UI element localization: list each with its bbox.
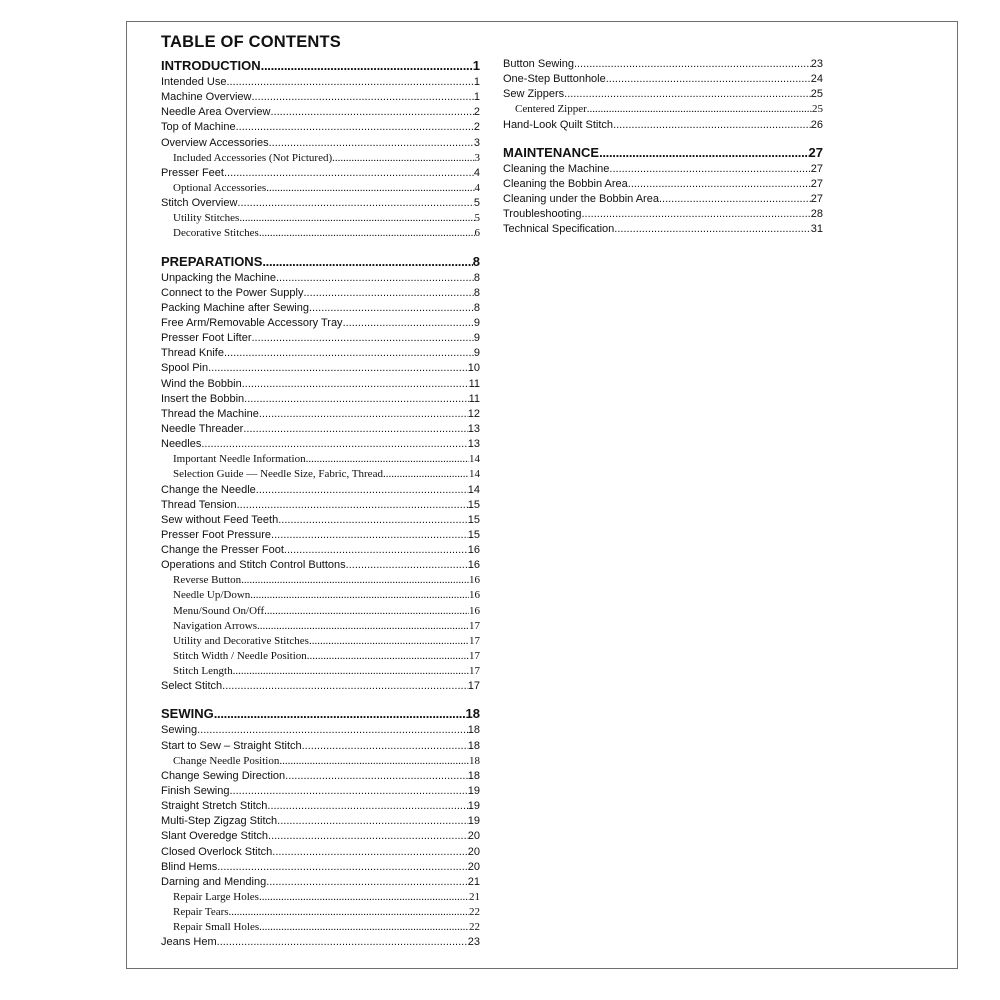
toc-page-number: 20 [467,830,480,843]
toc-page-number: 2 [473,106,480,119]
toc-label: Machine Overview [161,91,252,104]
dot-leader [599,144,808,162]
toc-subentry [161,467,480,482]
toc-entry [161,528,480,543]
toc-entry [161,105,480,120]
toc-entry [161,301,480,316]
toc-page-number: 18 [467,769,480,782]
dot-leader [278,513,468,528]
toc-entry [161,75,480,90]
toc-page-number: 18 [465,706,480,722]
dot-leader [303,286,473,301]
toc-label: Centered Zipper [515,103,587,116]
toc-label: Hand-Look Quilt Stitch [503,118,614,131]
dot-leader [242,377,469,392]
toc-entry [161,814,480,829]
dot-leader [277,814,468,829]
toc-entry [161,90,480,105]
dot-leader [279,754,469,769]
toc-section-continued [503,57,823,133]
toc-page-number: 17 [469,665,480,678]
toc-label: Overview Accessories [161,136,269,149]
toc-label: Insert the Bobbin [161,392,245,405]
toc-page-number: 9 [473,332,480,345]
dot-leader [309,301,474,316]
toc-page-number: 15 [467,528,480,541]
toc-label: Cleaning under the Bobbin Area [503,192,659,205]
toc-page-number: 19 [467,785,480,798]
toc-page-number: 27 [810,192,823,205]
toc-page-number: 16 [467,559,480,572]
toc-label: Stitch Width / Needle Position [173,650,307,663]
toc-page-number: 9 [473,347,480,360]
toc-label: Needles [161,438,202,451]
toc-label: Top of Machine [161,121,236,134]
toc-page-number: 17 [469,634,480,647]
dot-leader [241,573,469,588]
toc-page-number: 16 [469,574,480,587]
toc-page-number: 19 [467,815,480,828]
toc-label: Multi-Step Zigzag Stitch [161,815,278,828]
toc-page-number: 25 [812,103,823,116]
toc-entry [161,739,480,754]
dot-leader [302,739,468,754]
toc-entry [161,935,480,950]
dot-leader [276,271,474,286]
toc-page-number: 14 [469,453,480,466]
toc-page-number: 12 [467,407,480,420]
dot-leader [259,226,475,241]
toc-page-number: 27 [808,144,823,160]
toc-entry [161,543,480,558]
dot-leader [285,769,468,784]
dot-leader [259,920,469,935]
toc-label: Spool Pin [161,362,209,375]
toc-subentry [161,589,480,604]
dot-leader [226,75,473,90]
toc-entry [161,679,480,694]
toc-page-number: 17 [467,680,480,693]
toc-label: Jeans Hem [161,936,217,949]
toc-entry [161,316,480,331]
toc-page-number: 21 [467,875,480,888]
toc-page-number: 1 [473,91,480,104]
dot-leader [346,558,468,573]
toc-page-number: 8 [473,286,480,299]
dot-leader [244,392,468,407]
dot-leader [201,437,467,452]
toc-label: Packing Machine after Sewing [161,301,309,314]
toc-label: Utility and Decorative Stitches [173,634,309,647]
dot-leader [284,543,468,558]
dot-leader [267,799,467,814]
dot-leader [217,860,468,875]
toc-page-number: 3 [474,151,480,164]
dot-leader [236,120,474,135]
toc-label: Sew without Feed Teeth [161,513,279,526]
toc-page-number: 4 [474,181,480,194]
toc-entry [503,162,823,177]
toc-label: Start to Sew – Straight Stitch [161,739,302,752]
toc-label: Included Accessories (Not Pictured) [173,151,333,164]
toc-column-right [503,57,823,237]
toc-entry [503,222,823,237]
toc-section-sewing [161,705,480,950]
toc-page-number: 13 [467,422,480,435]
dot-leader [224,166,474,181]
toc-label: Sew Zippers [503,88,565,101]
toc-entry [161,361,480,376]
toc-label: PREPARATIONS [161,253,263,269]
toc-section-preparations [161,253,480,695]
toc-entry [161,286,480,301]
toc-label: Blind Hems [161,860,218,873]
dot-leader [587,102,812,117]
toc-entry [161,331,480,346]
toc-page-number: 8 [472,253,480,269]
toc-label: Button Sewing [503,57,574,70]
toc-page-number: 15 [467,498,480,511]
toc-label: Finish Sewing [161,785,230,798]
dot-leader [251,331,473,346]
toc-label: Closed Overlock Stitch [161,845,273,858]
dot-leader [229,784,467,799]
toc-entry [161,875,480,890]
dot-leader [574,57,811,72]
dot-leader [332,151,474,166]
toc-entry [503,118,823,133]
toc-page-number: 3 [473,136,480,149]
dot-leader [613,118,811,133]
toc-entry [161,407,480,422]
toc-entry [161,166,480,181]
toc-label: Intended Use [161,75,227,88]
dot-leader [197,723,468,738]
dot-leader [217,935,468,950]
page-title: TABLE OF CONTENTS [161,33,342,51]
toc-label: Decorative Stitches [173,227,259,240]
dot-leader [272,845,467,860]
toc-label: Repair Small Holes [173,921,260,934]
dot-leader [261,57,473,75]
toc-subentry [161,151,480,166]
dot-leader [208,361,468,376]
toc-entry [161,196,480,211]
toc-entry [161,513,480,528]
toc-page-number: 2 [473,121,480,134]
toc-entry [161,784,480,799]
dot-leader [237,498,468,513]
toc-page-number: 22 [469,921,480,934]
toc-page-number: 21 [469,891,480,904]
toc-label: Needle Up/Down [173,589,251,602]
toc-label: Presser Foot Lifter [161,332,252,345]
toc-label: Cleaning the Bobbin Area [503,177,628,190]
dot-leader [266,181,474,196]
toc-subentry [161,452,480,467]
toc-page-number: 16 [469,604,480,617]
toc-page-number: 10 [467,362,480,375]
dot-leader [268,829,468,844]
toc-label: Slant Overedge Stitch [161,830,269,843]
toc-page-number: 1 [472,58,480,73]
toc-entry [161,860,480,875]
toc-label: Change the Presser Foot [161,544,284,557]
toc-entry [503,192,823,207]
dot-leader [606,72,811,87]
toc-subentry [161,754,480,769]
toc-entry [503,177,823,192]
toc-page-number: 18 [467,739,480,752]
toc-entry [161,558,480,573]
toc-label: Operations and Stitch Control Buttons [161,559,346,572]
dot-leader [309,634,469,649]
toc-label: MAINTENANCE [503,144,600,160]
toc-entry [161,392,480,407]
toc-page-number: 23 [810,57,823,70]
toc-label: Change the Needle [161,483,256,496]
dot-leader [307,649,469,664]
toc-page-number: 25 [810,88,823,101]
toc-page-number: 17 [469,619,480,632]
toc-entry [503,207,823,222]
toc-label: Thread Knife [161,347,224,360]
toc-label: Needle Area Overview [161,106,271,119]
dot-leader [214,705,466,723]
toc-label: Connect to the Power Supply [161,286,304,299]
toc-subentry [161,619,480,634]
toc-section-introduction [161,57,480,242]
toc-page-number: 5 [474,212,480,225]
toc-entry [161,845,480,860]
dot-leader [229,905,469,920]
toc-subentry [161,920,480,935]
dot-leader [614,222,810,237]
toc-page-number: 18 [467,724,480,737]
toc-label: Technical Specification [503,223,615,236]
toc-label: Sewing [161,724,198,737]
toc-label: Needle Threader [161,422,244,435]
toc-label: One-Step Buttonhole [503,73,606,86]
toc-page-number: 31 [810,223,823,236]
toc-page-number: 22 [469,906,480,919]
dot-leader [264,604,469,619]
dot-leader [262,253,472,271]
toc-page-number: 16 [467,544,480,557]
toc-subentry [161,664,480,679]
toc-page-number: 23 [467,936,480,949]
dot-leader [271,528,468,543]
dot-leader [243,422,467,437]
dot-leader [256,483,468,498]
toc-label: Navigation Arrows [173,619,258,632]
toc-label: Reverse Button [173,574,242,587]
toc-page-number: 20 [467,845,480,858]
toc-label: Utility Stitches [173,212,240,225]
dot-leader [222,679,468,694]
dot-leader [383,467,469,482]
section-heading [161,705,480,723]
dot-leader [266,875,468,890]
toc-entry [161,769,480,784]
toc-page-number: 9 [473,316,480,329]
toc-page-number: 5 [473,197,480,210]
toc-label: Repair Large Holes [173,891,259,904]
dot-leader [237,196,473,211]
toc-entry [161,271,480,286]
toc-page-number: 8 [473,301,480,314]
toc-label: Presser Foot Pressure [161,528,272,541]
toc-entry [161,120,480,135]
dot-leader [581,207,810,222]
section-heading [161,253,480,271]
toc-entry [161,799,480,814]
toc-page-number: 17 [469,650,480,663]
toc-label: Thread the Machine [161,407,259,420]
toc-page-number: 15 [467,513,480,526]
toc-page-number: 19 [467,800,480,813]
toc-label: Important Needle Information [173,453,306,466]
toc-label: Optional Accessories [173,181,267,194]
dot-leader [251,90,473,105]
toc-subentry [161,905,480,920]
toc-page-number: 28 [810,208,823,221]
toc-label: Stitch Overview [161,197,238,210]
toc-label: Selection Guide — Needle Size, Fabric, Thread [173,468,383,481]
toc-entry [503,57,823,72]
dot-leader [270,105,473,120]
toc-label: Repair Tears [173,906,229,919]
toc-entry [161,422,480,437]
toc-label: Straight Stretch Stitch [161,800,268,813]
dot-leader [609,162,810,177]
toc-section-maintenance [503,144,823,238]
toc-subentry [161,604,480,619]
dot-leader [564,87,811,102]
toc-page-number: 14 [469,468,480,481]
toc-page-number: 6 [474,227,480,240]
toc-label: SEWING [161,706,214,722]
toc-page-number: 16 [469,589,480,602]
toc-label: Troubleshooting [503,208,582,221]
toc-page-number: 27 [810,177,823,190]
section-heading [503,144,823,162]
toc-entry [161,498,480,513]
toc-label: Cleaning the Machine [503,162,610,175]
toc-entry [161,136,480,151]
toc-entry [161,829,480,844]
toc-column-left [161,57,480,951]
toc-page-number: 4 [473,166,480,179]
toc-page-number: 11 [468,392,480,405]
dot-leader [233,664,469,679]
dot-leader [343,316,474,331]
toc-entry [503,87,823,102]
dot-leader [224,346,474,361]
toc-subentry [161,573,480,588]
toc-label: Darning and Mending [161,875,267,888]
toc-entry [161,723,480,738]
dot-leader [259,890,469,905]
dot-leader [269,136,474,151]
toc-page-number: 24 [810,73,823,86]
dot-leader [239,211,474,226]
toc-label: Stitch Length [173,665,233,678]
dot-leader [259,407,468,422]
toc-page-number: 26 [810,118,823,131]
toc-label: INTRODUCTION [161,58,261,73]
toc-page-number: 14 [467,483,480,496]
toc-subentry [161,211,480,226]
dot-leader [628,177,811,192]
toc-label: Select Stitch [161,680,223,693]
toc-page-number: 20 [467,860,480,873]
toc-label: Presser Feet [161,166,224,179]
toc-page-number: 13 [467,438,480,451]
dot-leader [306,452,469,467]
section-heading [161,57,480,75]
dot-leader [257,619,469,634]
toc-subentry [503,102,823,117]
toc-entry [161,377,480,392]
toc-subentry [161,649,480,664]
toc-page-number: 18 [469,754,480,767]
toc-page-number: 27 [810,162,823,175]
toc-subentry [161,890,480,905]
toc-entry [161,346,480,361]
toc-label: Change Sewing Direction [161,769,286,782]
toc-page-number: 1 [473,75,480,88]
toc-page-number: 11 [468,377,480,390]
toc-label: Free Arm/Removable Accessory Tray [161,316,343,329]
toc-label: Wind the Bobbin [161,377,242,390]
toc-entry [161,483,480,498]
toc-label: Thread Tension [161,498,237,511]
toc-subentry [161,226,480,241]
toc-label: Change Needle Position [173,754,280,767]
toc-subentry [161,181,480,196]
dot-leader [250,589,469,604]
toc-label: Menu/Sound On/Off [173,604,265,617]
toc-label: Unpacking the Machine [161,271,276,284]
dot-leader [659,192,811,207]
toc-entry [503,72,823,87]
toc-page-number: 8 [473,271,480,284]
toc-subentry [161,634,480,649]
toc-entry [161,437,480,452]
